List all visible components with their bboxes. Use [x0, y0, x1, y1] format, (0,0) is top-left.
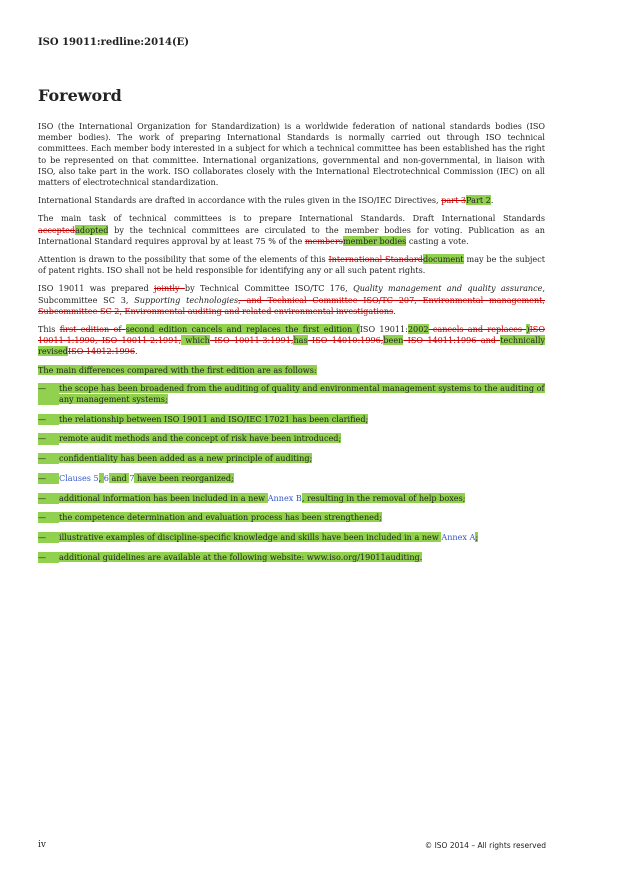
- inserted-text: Part 2: [466, 195, 491, 206]
- list-item: [38, 552, 545, 563]
- list-dash: —: [38, 493, 59, 504]
- emphasis-text: Quality management and quality assurance: [353, 283, 543, 294]
- list-dash: —: [38, 383, 59, 405]
- text: The main task of technical committees is to prepare International Standards. Draft International Standards: [38, 213, 545, 224]
- deleted-text: ISO 14010:1996,: [307, 335, 384, 346]
- annex-a-link[interactable]: Annex A: [441, 531, 476, 542]
- text: .: [490, 195, 494, 206]
- inserted-text: , resulting in the removal of help boxes;: [301, 492, 466, 503]
- deleted-text: International Standard: [328, 254, 423, 265]
- list-item-text: [59, 433, 545, 444]
- list-dash: —: [38, 433, 59, 444]
- inserted-text: and: [108, 472, 130, 483]
- inserted-text: remote audit methods and the concept of risk have been introduced;: [59, 433, 342, 444]
- paragraph-differences-intro: [38, 365, 545, 376]
- copyright-notice: © ISO 2014 – All rights reserved: [424, 841, 546, 850]
- list-dash: —: [38, 512, 59, 523]
- list-item-text: [59, 512, 545, 523]
- list-item: [38, 414, 545, 425]
- inserted-text: have been reorganized;: [134, 472, 234, 483]
- inserted-text: ;: [475, 531, 479, 542]
- inserted-text: document: [422, 254, 464, 265]
- text: , Subcommittee SC 3,: [38, 283, 546, 305]
- deleted-text: first edition of: [59, 324, 126, 335]
- deleted-text: cancels and replaces: [428, 324, 527, 335]
- list-item: [38, 453, 545, 464]
- text: by Technical Committee ISO/TC 176,: [184, 283, 354, 294]
- inserted-text: additional information has been included in a new: [59, 492, 268, 503]
- page-title: Foreword: [38, 86, 122, 105]
- inserted-text: additional guidelines are available at the following website: www.iso.org/19011auditing.: [59, 551, 423, 562]
- list-item: [38, 532, 545, 543]
- clause-5-link[interactable]: Clauses 5: [59, 472, 99, 483]
- text: .: [393, 305, 396, 316]
- list-item-text: [59, 532, 545, 543]
- deleted-text: ISO 14012:1996: [67, 346, 135, 357]
- deleted-text: ISO 10011-1:1990, ISO 10011-2:1991,: [38, 324, 545, 346]
- document-header: ISO 19011:redline:2014(E): [38, 37, 190, 48]
- text: casting a vote.: [406, 235, 469, 246]
- inserted-text: the scope has been broadened from the auditing of quality and environmental management systems to the auditing of any management systems;: [59, 382, 545, 405]
- inserted-text: member bodies: [342, 235, 407, 246]
- inserted-text: technically revised: [38, 335, 545, 357]
- inserted-text: The main differences compared with the first edition are as follows:: [38, 364, 317, 375]
- paragraph-edition: [38, 324, 545, 358]
- text: Attention is drawn to the possibility that some of the elements of this: [38, 254, 329, 265]
- inserted-text: 2002: [407, 324, 429, 335]
- text: International Standards are drafted in accordance with the rules given in the ISO/IEC Directives,: [38, 195, 442, 206]
- paragraph-prepared-by: [38, 283, 545, 317]
- inserted-text: ,: [98, 472, 104, 483]
- foreword-body: [38, 121, 545, 571]
- deleted-text: , and Technical Committee ISO/TC 207, Environmental management, Subcommittee SC 2, Environmental auditing and related environmental investigations: [38, 294, 545, 316]
- clause-7-link[interactable]: 7: [129, 472, 135, 483]
- inserted-text: the relationship between ISO 19011 and ISO/IEC 17021 has been clarified;: [59, 413, 369, 424]
- list-item-text: [59, 414, 545, 425]
- list-item-text: [59, 473, 545, 484]
- text: may be the subject of patent rights. ISO shall not be held responsible for identifying any or all such patent rights.: [38, 254, 545, 276]
- text: ISO 19011:: [359, 324, 408, 335]
- list-dash: —: [38, 453, 59, 464]
- text: .: [134, 346, 138, 357]
- paragraph-main-task: [38, 213, 545, 247]
- text: by the technical committees are circulated to the member bodies for voting. Publication as an International Standard requires approval by at least 75 % of the: [38, 224, 545, 246]
- list-dash: —: [38, 414, 59, 425]
- deleted-text: accepted: [38, 224, 76, 235]
- list-item-text: [59, 383, 545, 405]
- inserted-text: confidentiality has been added as a new principle of auditing;: [59, 453, 313, 464]
- text: This: [38, 324, 60, 335]
- paragraph-iso-intro: ISO (the International Organization for Standardization) is a worldwide federation of national standards bodies (ISO member bodies). The work of preparing International Standards is normally carried out through ISO technical committees. Each member body interested in a subject for which a technical committee has been established has the right to be represented on that committee. International organizations, governmental and non-governmental, in liaison with ISO, also take part in the work. ISO collaborates closely with the International Electrotechnical Commission (IEC) on all matters of electrotechnical standardization.: [38, 121, 545, 188]
- list-dash: —: [38, 552, 59, 563]
- inserted-text: which: [181, 335, 210, 346]
- clause-6-link[interactable]: 6: [103, 472, 109, 483]
- deleted-text: jointly: [153, 283, 185, 294]
- inserted-text: has: [293, 335, 308, 346]
- paragraph-patent-rights: [38, 254, 545, 276]
- list-item: [38, 473, 545, 484]
- list-item-text: [59, 493, 545, 504]
- text: ISO 19011 was prepared: [38, 283, 154, 294]
- inserted-text: been: [383, 335, 404, 346]
- inserted-text: illustrative examples of discipline-specific knowledge and skills have been included in a new: [59, 531, 442, 542]
- list-dash: —: [38, 532, 59, 543]
- list-item: [38, 512, 545, 523]
- deleted-text: members: [304, 235, 343, 246]
- list-item: [38, 433, 545, 444]
- deleted-text: ISO 10011-3:1991,: [209, 335, 294, 346]
- list-item: [38, 493, 545, 504]
- inserted-text: ): [526, 324, 530, 335]
- deleted-text: ISO 14011:1996 and: [403, 335, 501, 346]
- annex-b-link[interactable]: Annex B: [267, 492, 302, 503]
- paragraph-directives: [38, 195, 545, 206]
- list-dash: —: [38, 473, 59, 484]
- emphasis-text: Supporting technologies: [134, 294, 239, 305]
- inserted-text: the competence determination and evaluation process has been strengthened;: [59, 512, 382, 523]
- inserted-text: adopted: [75, 224, 109, 235]
- list-item-text: [59, 453, 545, 464]
- inserted-text: second edition cancels and replaces the first edition (: [125, 324, 360, 335]
- differences-list: [38, 383, 545, 563]
- list-item: [38, 383, 545, 405]
- page-number: iv: [38, 840, 46, 850]
- list-item-text: [59, 552, 545, 563]
- deleted-text: part 3: [441, 195, 467, 206]
